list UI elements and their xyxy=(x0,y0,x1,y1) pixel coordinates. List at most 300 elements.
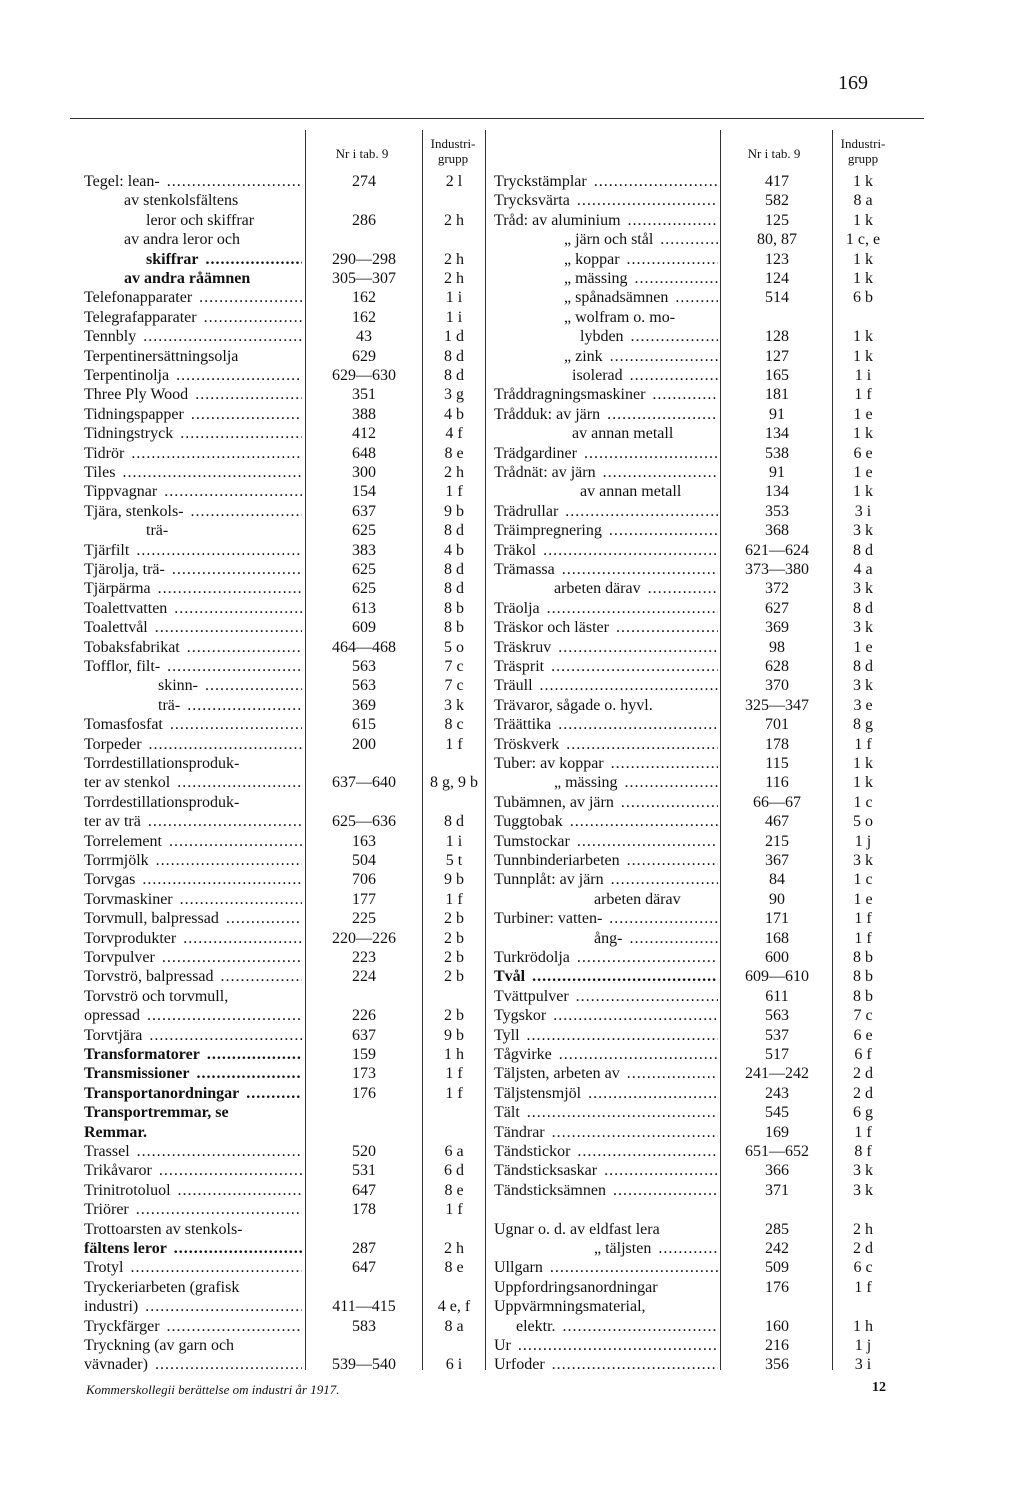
entry-term-text: Torvmull, balpressad xyxy=(84,910,219,928)
index-row xyxy=(0,676,1024,695)
table-number: 226 xyxy=(352,1007,376,1025)
entry-term-text: Tråd: av aluminium xyxy=(494,211,621,229)
index-row xyxy=(0,987,1024,1006)
entry-term xyxy=(494,638,718,657)
table-number: 625 xyxy=(352,580,376,598)
index-row xyxy=(0,909,1024,928)
entry-term xyxy=(494,560,718,579)
entry-term-text: Trassel xyxy=(84,1143,130,1160)
index-row xyxy=(0,1103,1024,1122)
index-row xyxy=(0,1297,1024,1316)
table-number: 706 xyxy=(352,871,376,889)
industry-group: 8 b xyxy=(444,619,464,637)
industry-group: 2 h xyxy=(444,250,464,268)
entry-term xyxy=(516,1317,718,1336)
entry-term-text: Trinitrotoluol xyxy=(84,1181,171,1199)
entry-term xyxy=(494,851,718,870)
entry-term-text: Trådnät: av järn xyxy=(494,464,596,481)
entry-term xyxy=(494,1258,718,1277)
index-row xyxy=(0,230,1024,249)
industry-group: 1 j xyxy=(854,1337,872,1354)
entry-term-text: „ mässing xyxy=(564,270,628,287)
entry-term xyxy=(494,191,718,210)
right-nr-header: Nr i tab. 9 xyxy=(747,146,801,161)
industry-group: 8 g xyxy=(853,716,873,734)
table-number: 629 xyxy=(352,347,376,365)
entry-term-text: Tändstickor xyxy=(494,1143,571,1160)
table-number: 647 xyxy=(352,1259,376,1277)
industry-group: 3 k xyxy=(444,696,464,714)
table-number: 628 xyxy=(765,658,789,675)
table-number: 417 xyxy=(765,173,789,190)
entry-term xyxy=(564,308,718,327)
industry-group: 3 k xyxy=(853,619,873,637)
table-number: 351 xyxy=(352,386,376,404)
entry-term-text: arbeten därav xyxy=(554,580,641,598)
index-row xyxy=(0,521,1024,540)
table-number: 369 xyxy=(765,619,789,637)
entry-term xyxy=(564,230,718,249)
industry-group: 1 i xyxy=(445,308,463,326)
entry-term xyxy=(554,579,718,598)
index-row xyxy=(0,1142,1024,1161)
entry-term-text: Trävaror, sågade o. hyvl. xyxy=(494,696,653,714)
table-number: 43 xyxy=(356,328,372,346)
table-number: 91 xyxy=(769,405,785,423)
table-number: 514 xyxy=(765,289,789,307)
industry-group: 8 d xyxy=(444,813,464,831)
table-number: 637 xyxy=(352,502,376,520)
industry-group: 8 b xyxy=(853,949,873,966)
entry-term xyxy=(494,502,718,521)
industry-group: 1 f xyxy=(854,910,872,928)
table-number: 90 xyxy=(769,890,785,908)
index-row xyxy=(0,1200,1024,1219)
index-row xyxy=(0,463,1024,482)
index-row xyxy=(0,560,1024,579)
entry-term xyxy=(494,657,718,676)
table-number: 286 xyxy=(352,211,376,229)
entry-term-text: Tvättpulver xyxy=(494,987,569,1005)
entry-term-text: „ zink xyxy=(564,347,603,365)
industry-group: 2 h xyxy=(444,270,464,287)
table-number: 305—307 xyxy=(332,270,396,287)
industry-group: 1 f xyxy=(445,1201,463,1219)
table-number: 411—415 xyxy=(332,1298,396,1316)
industry-group: 1 c, e xyxy=(845,231,881,249)
entry-term-text: Ur xyxy=(494,1337,511,1354)
industry-group: 6 e xyxy=(853,444,873,462)
industry-group: 1 f xyxy=(854,386,872,404)
entry-term-text: Three Ply Wood xyxy=(84,386,189,404)
entry-term xyxy=(564,288,718,307)
table-number: 177 xyxy=(352,890,376,908)
industry-group: 1 k xyxy=(853,755,873,772)
industry-group: 8 c xyxy=(444,716,464,734)
entry-term-text: Transportremmar, se xyxy=(84,1104,229,1122)
table-number: 287 xyxy=(352,1240,376,1257)
table-number: 127 xyxy=(765,347,789,365)
entry-term xyxy=(494,1045,718,1064)
entry-term-text: Telegrafapparater xyxy=(84,308,197,326)
index-row xyxy=(0,1258,1024,1277)
table-number: 627 xyxy=(765,599,789,617)
index-row xyxy=(0,327,1024,346)
industry-group: 1 f xyxy=(854,1278,872,1296)
entry-term-text: av annan metall xyxy=(572,425,674,443)
index-row xyxy=(0,502,1024,521)
table-number: 116 xyxy=(765,774,789,792)
entry-term-text: av annan metall xyxy=(580,483,682,501)
entry-term xyxy=(494,696,718,715)
table-number: 625 xyxy=(352,522,376,540)
table-number: 563 xyxy=(352,658,376,675)
table-number: 125 xyxy=(765,211,789,229)
industry-group: 3 e xyxy=(853,696,873,714)
entry-term xyxy=(594,1239,718,1258)
entry-term-text: Tröskverk xyxy=(494,735,560,753)
entry-term-text: Träkol xyxy=(494,541,537,559)
table-number: 173 xyxy=(352,1065,376,1083)
industry-group: 2 h xyxy=(444,1240,464,1257)
entry-term-text: Tumstockar xyxy=(494,832,570,850)
table-number: 504 xyxy=(352,852,376,869)
industry-group: 8 d xyxy=(444,522,464,540)
entry-term-text: Tofflor, filt- xyxy=(84,658,161,675)
entry-term-text: elektr. xyxy=(516,1317,556,1335)
entry-term-text: Tändsticksämnen xyxy=(494,1181,606,1199)
industry-group: 1 k xyxy=(853,250,873,268)
industry-group: 8 b xyxy=(853,987,873,1005)
industry-group: 1 f xyxy=(445,483,463,501)
industry-group: 4 f xyxy=(445,425,463,443)
right-group-header-line1: Industri- xyxy=(840,136,886,151)
table-number: 371 xyxy=(765,1181,789,1199)
entry-term xyxy=(494,1181,718,1200)
entry-term xyxy=(494,1336,718,1355)
index-row xyxy=(0,579,1024,598)
entry-term-text: Trycksvärta xyxy=(494,192,570,210)
entry-term xyxy=(594,929,718,948)
index-row xyxy=(0,385,1024,404)
entry-term-text: Trämassa xyxy=(494,561,555,578)
entry-term-text: Tjärfilt xyxy=(84,541,130,559)
industry-group: 6 d xyxy=(444,1162,464,1180)
table-number: 388 xyxy=(352,405,376,423)
index-row xyxy=(0,1084,1024,1103)
table-number: 467 xyxy=(765,813,789,831)
table-number: 625—636 xyxy=(332,813,396,831)
entry-term-text: Tidningstryck xyxy=(84,425,174,443)
entry-term-text: Täljstensmjöl xyxy=(494,1084,582,1102)
left-nr-header: Nr i tab. 9 xyxy=(335,146,389,161)
index-row xyxy=(0,424,1024,443)
industry-group: 3 k xyxy=(853,852,873,869)
table-number: 300 xyxy=(352,464,376,481)
index-row xyxy=(0,269,1024,288)
table-number: 651—652 xyxy=(745,1143,809,1160)
entry-term-text: Torrdestillationsproduk- xyxy=(84,755,240,772)
entry-term-text: lybden xyxy=(580,328,624,346)
table-number: 124 xyxy=(765,270,789,287)
entry-term-text: av andra leror och xyxy=(124,231,240,249)
entry-term-text: Träättika xyxy=(494,716,552,734)
entry-term-text: Tågvirke xyxy=(494,1046,552,1063)
table-number: 464—468 xyxy=(332,638,396,656)
industry-group: 9 b xyxy=(444,502,464,520)
entry-term-text: vävnader) xyxy=(84,1356,148,1374)
entry-term xyxy=(564,347,718,366)
index-row xyxy=(0,405,1024,424)
entry-term-text: Trottoarsten av stenkols- xyxy=(84,1220,243,1238)
table-number: 369 xyxy=(352,696,376,714)
table-number: 115 xyxy=(765,755,789,772)
industry-group: 7 c xyxy=(444,658,464,675)
entry-term xyxy=(494,463,718,482)
entry-term xyxy=(494,618,718,637)
entry-term-text: Träskor och läster xyxy=(494,619,609,637)
entry-term xyxy=(494,1123,718,1142)
table-number: 412 xyxy=(352,425,376,443)
entry-term xyxy=(494,1161,718,1180)
table-number: 274 xyxy=(352,173,376,190)
industry-group: 1 k xyxy=(853,270,873,287)
industry-group: 1 k xyxy=(853,774,873,792)
entry-term-text: Trotyl xyxy=(84,1259,124,1277)
index-row xyxy=(0,967,1024,986)
table-number: 243 xyxy=(765,1084,789,1102)
entry-term-text: arbeten därav xyxy=(594,890,681,908)
table-number: 520 xyxy=(352,1143,376,1160)
industry-group: 7 c xyxy=(853,1007,873,1025)
industry-group: 8 b xyxy=(444,599,464,617)
left-group-header xyxy=(422,136,484,166)
table-number: 372 xyxy=(765,580,789,598)
entry-term xyxy=(494,1278,718,1297)
industry-group: 3 k xyxy=(853,580,873,598)
index-row xyxy=(0,1026,1024,1045)
entry-term-text: Tubämnen, av järn xyxy=(494,793,614,811)
entry-term-text: Torvtjära xyxy=(84,1026,143,1044)
entry-term-text: av stenkolsfältens xyxy=(124,192,239,210)
table-number: 242 xyxy=(765,1240,789,1257)
index-row xyxy=(0,948,1024,967)
industry-group: 1 f xyxy=(854,929,872,947)
entry-term-text: Torvgas xyxy=(84,871,136,889)
industry-group: 9 b xyxy=(444,1026,464,1044)
industry-group: 8 f xyxy=(854,1143,872,1160)
entry-term xyxy=(572,424,718,443)
index-row xyxy=(0,1239,1024,1258)
entry-term-text: Torvprodukter xyxy=(84,929,177,947)
entry-term-text: Ugnar o. d. av eldfast lera xyxy=(494,1220,660,1238)
index-row xyxy=(0,1278,1024,1297)
entry-term-text: Uppfordringsanordningar xyxy=(494,1278,658,1296)
index-row xyxy=(0,250,1024,269)
table-number: 200 xyxy=(352,735,376,753)
index-row xyxy=(0,191,1024,210)
table-number: 241—242 xyxy=(745,1065,809,1083)
entry-term-text: isolerad xyxy=(572,367,623,384)
entry-term xyxy=(494,1084,718,1103)
industry-group: 8 e xyxy=(444,444,464,462)
entry-term-text: Trädrullar xyxy=(494,502,559,520)
industry-group: 1 k xyxy=(853,483,873,501)
index-row xyxy=(0,773,1024,792)
entry-term xyxy=(554,773,718,792)
entry-term-text: Tyll xyxy=(494,1026,520,1044)
entry-term-text: Triörer xyxy=(84,1201,129,1219)
table-number: 609—610 xyxy=(745,968,809,986)
table-number: 84 xyxy=(769,871,785,889)
industry-group: 8 d xyxy=(444,347,464,365)
entry-term xyxy=(572,366,718,385)
entry-term-text: Trikåvaror xyxy=(84,1162,152,1180)
table-number: 223 xyxy=(352,949,376,966)
entry-term xyxy=(494,715,718,734)
entry-term xyxy=(494,832,718,851)
entry-term xyxy=(494,676,718,695)
table-number: 290—298 xyxy=(332,250,396,268)
entry-term-text: Täljsten, arbeten av xyxy=(494,1065,620,1083)
entry-term xyxy=(494,1103,718,1122)
entry-term xyxy=(494,948,718,967)
entry-term-text: Träolja xyxy=(494,599,540,617)
table-number: 285 xyxy=(765,1220,789,1238)
industry-group: 8 a xyxy=(444,1317,464,1335)
entry-term-text: Transportanordningar xyxy=(84,1084,240,1102)
index-row xyxy=(0,1317,1024,1336)
industry-group: 4 e, f xyxy=(437,1298,471,1316)
table-number: 538 xyxy=(765,444,789,462)
industry-group: 8 d xyxy=(853,599,873,617)
index-row xyxy=(0,1161,1024,1180)
entry-term-text: Tjärpärma xyxy=(84,580,151,598)
entry-term-text: „ mässing xyxy=(554,774,618,792)
index-row xyxy=(0,793,1024,812)
table-number: 220—226 xyxy=(332,929,396,947)
table-number: 163 xyxy=(352,832,376,850)
entry-term xyxy=(494,987,718,1006)
entry-term-text: Torvmaskiner xyxy=(84,890,173,908)
entry-term-text: trä- xyxy=(158,696,181,714)
table-number: 123 xyxy=(765,250,789,268)
entry-term-text: Tomasfosfat xyxy=(84,716,163,734)
table-number: 539—540 xyxy=(332,1356,396,1374)
entry-term-text: Remmar. xyxy=(84,1123,147,1141)
table-number: 600 xyxy=(765,949,789,966)
table-number: 181 xyxy=(765,386,789,404)
industry-group: 1 e xyxy=(853,464,873,481)
table-number: 169 xyxy=(765,1123,789,1141)
entry-term-text: Torrdestillationsproduk- xyxy=(84,793,240,811)
index-row xyxy=(0,812,1024,831)
entry-term-text: Uppvärmningsmaterial, xyxy=(494,1298,646,1316)
industry-group: 1 f xyxy=(854,735,872,753)
table-number: 353 xyxy=(765,502,789,520)
industry-group: 3 k xyxy=(853,1181,873,1199)
entry-term-text: ång- xyxy=(594,929,623,947)
industry-group: 1 e xyxy=(853,890,873,908)
entry-term-text: Träsprit xyxy=(494,658,545,675)
entry-term-text: Tuber: av koppar xyxy=(494,755,604,772)
table-number: 625 xyxy=(352,561,376,578)
index-row xyxy=(0,929,1024,948)
entry-term-text: Terpentinolja xyxy=(84,367,170,384)
industry-group: 1 i xyxy=(445,832,463,850)
table-number: 563 xyxy=(352,677,376,695)
entry-term-text: Trädgardiner xyxy=(494,444,577,462)
entry-term xyxy=(494,967,718,986)
entry-term xyxy=(494,909,718,928)
industry-group: 2 b xyxy=(444,949,464,966)
index-row xyxy=(0,308,1024,327)
entry-term xyxy=(494,1006,718,1025)
entry-term-text: „ järn och stål xyxy=(564,231,654,249)
industry-group: 1 k xyxy=(853,328,873,346)
industry-group: 2 b xyxy=(444,1007,464,1025)
entry-term-text: opressad xyxy=(84,1007,140,1025)
entry-term xyxy=(494,172,718,191)
industry-group: 1 e xyxy=(853,405,873,423)
industry-group: 1 f xyxy=(445,735,463,753)
table-number: 162 xyxy=(352,308,376,326)
entry-term xyxy=(494,211,718,230)
table-number: 224 xyxy=(352,968,376,986)
table-number: 629—630 xyxy=(332,367,396,384)
table-number: 134 xyxy=(765,483,789,501)
table-number: 66—67 xyxy=(753,793,801,811)
table-number: 159 xyxy=(352,1046,376,1063)
industry-group: 1 e xyxy=(853,638,873,656)
table-number: 531 xyxy=(352,1162,376,1180)
industry-group: 1 c xyxy=(853,871,873,889)
table-number: 615 xyxy=(352,716,376,734)
table-number: 176 xyxy=(765,1278,789,1296)
industry-group: 9 b xyxy=(444,871,464,889)
entry-term-text: Torrelement xyxy=(84,832,162,850)
table-number: 366 xyxy=(765,1162,789,1180)
entry-term-text: industri) xyxy=(84,1298,139,1316)
entry-term xyxy=(564,269,718,288)
entry-term-text: Tygskor xyxy=(494,1007,547,1025)
sheet-number: 12 xyxy=(872,1380,886,1395)
industry-group: 5 o xyxy=(853,813,873,831)
table-number: 583 xyxy=(352,1317,376,1335)
entry-term-text: ter av trä xyxy=(84,813,141,831)
entry-term xyxy=(494,1297,718,1316)
index-row xyxy=(0,1336,1024,1355)
table-number: 178 xyxy=(352,1201,376,1219)
entry-term-text: skinn- xyxy=(158,677,198,695)
index-row xyxy=(0,657,1024,676)
index-row xyxy=(0,1220,1024,1239)
entry-term-text: Tjärolja, trä- xyxy=(84,561,165,578)
entry-term xyxy=(494,1200,718,1219)
table-number: 98 xyxy=(769,638,785,656)
entry-term xyxy=(494,793,718,812)
industry-group: 8 d xyxy=(853,658,873,675)
entry-term-text: Tryckfärger xyxy=(84,1317,160,1335)
industry-group: 1 k xyxy=(853,347,873,365)
entry-term xyxy=(494,812,718,831)
entry-term-text: Tidrör xyxy=(84,444,125,462)
right-group-header xyxy=(832,136,894,166)
entry-term xyxy=(494,385,718,404)
industry-group: 4 a xyxy=(853,561,873,578)
entry-term xyxy=(494,1026,718,1045)
table-number: 367 xyxy=(765,852,789,869)
